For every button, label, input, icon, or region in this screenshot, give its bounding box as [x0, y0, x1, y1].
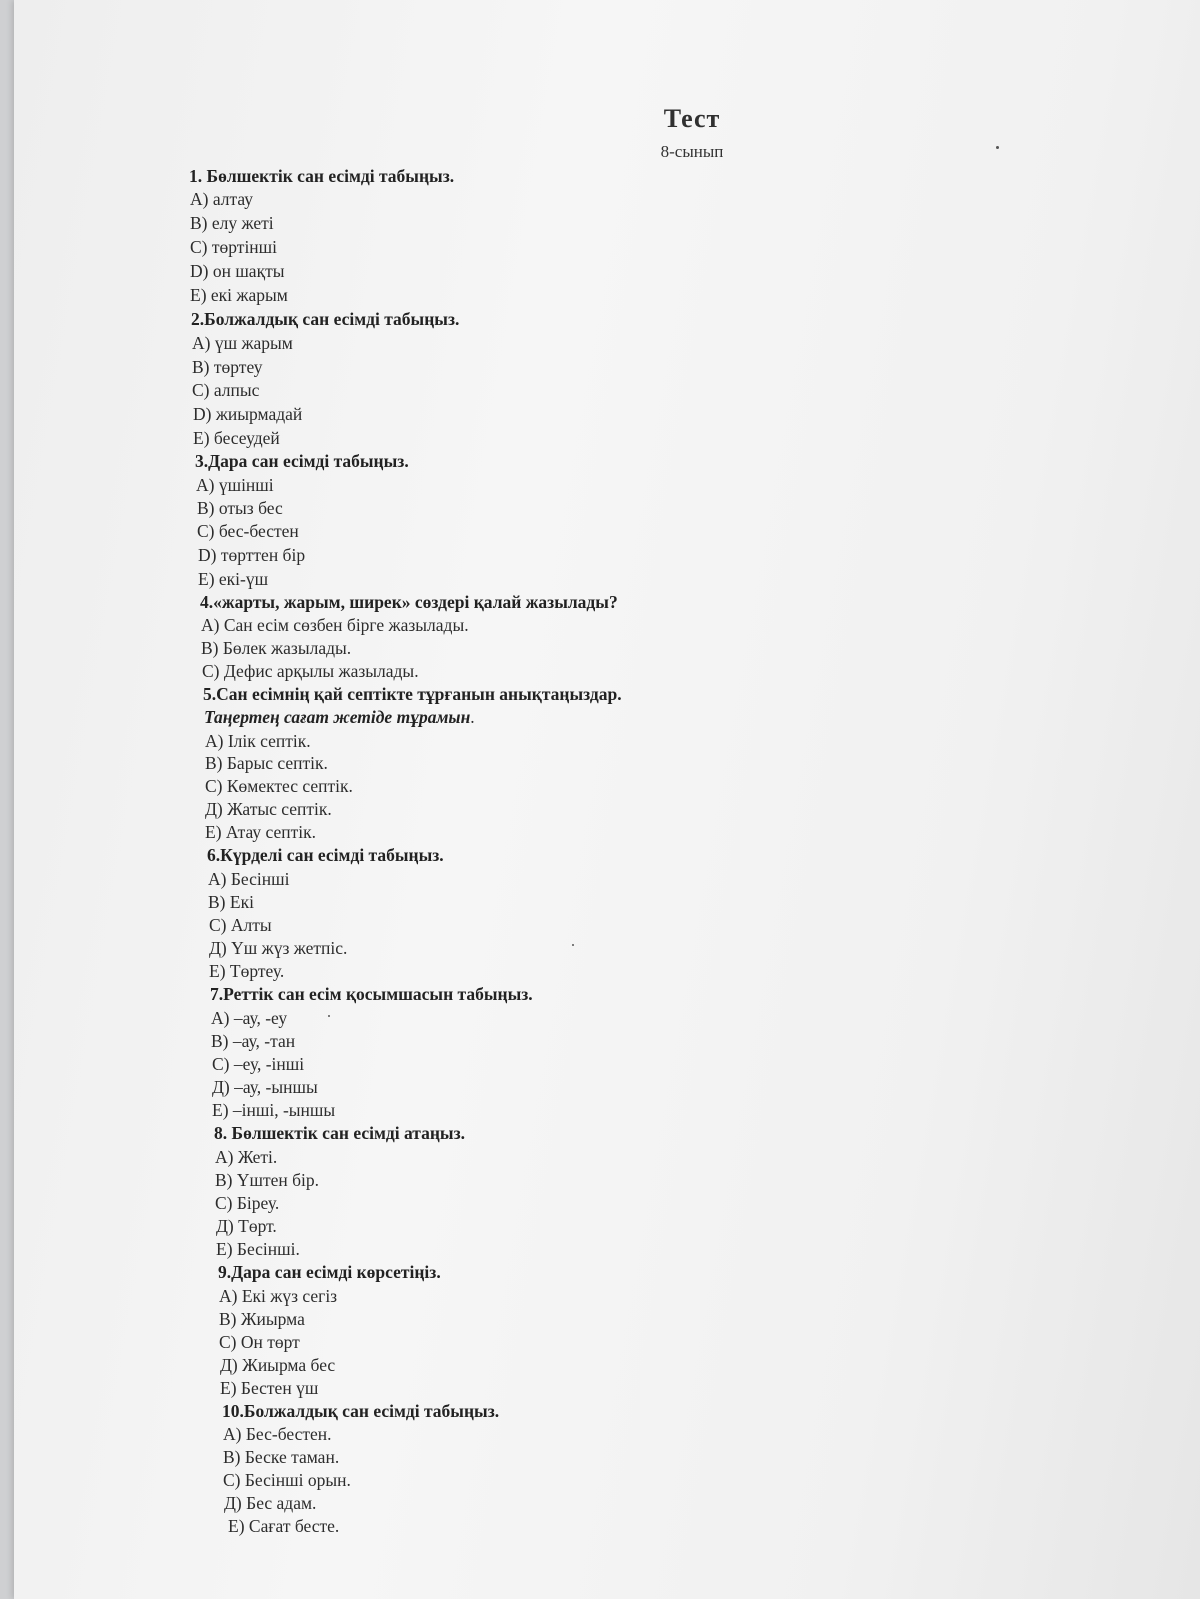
question-9-option-d: Д) Жиырма бес [220, 1355, 336, 1375]
question-6-option-b: B) Екі [208, 892, 254, 912]
question-4-option-a: A) Сан есім сөзбен бірге жазылады. [201, 615, 469, 635]
question-8-option-b: B) Үштен бір. [215, 1170, 320, 1190]
question-7: 7.Реттік сан есім қосымшасын табыңыз. [210, 984, 533, 1004]
question-2: 2.Болжалдық сан есімді табыңыз. [191, 309, 460, 329]
question-6: 6.Күрделі сан есімді табыңыз. [207, 845, 444, 865]
question-8-option-e: E) Бесінші. [216, 1239, 300, 1259]
question-6-option-c: C) Алты [209, 915, 272, 935]
question-8-option-a: A) Жеті. [215, 1147, 278, 1167]
question-6-option-a: A) Бесінші [208, 869, 290, 889]
question-7-option-e: E) –інші, -ыншы [212, 1100, 336, 1120]
question-3-option-b: B) отыз бес [197, 498, 283, 518]
question-9-option-c: C) Он төрт [219, 1332, 300, 1352]
question-1-option-e: E) екі жарым [190, 285, 288, 305]
question-10-option-d: Д) Бес адам. [224, 1493, 317, 1513]
question-5-example-text: Таңертең сағат жетіде тұрамын [204, 707, 471, 727]
question-9-option-a: A) Екі жүз сегіз [219, 1286, 338, 1306]
question-8-option-c: C) Біреу. [215, 1193, 280, 1213]
question-8-option-d: Д) Төрт. [216, 1216, 277, 1236]
question-2-option-a: A) үш жарым [192, 333, 293, 353]
question-4: 4.«жарты, жарым, ширек» сөздері қалай жазылады? [200, 592, 618, 612]
question-7-option-c: C) –еу, -інші [212, 1054, 305, 1074]
ink-speck [572, 944, 574, 946]
question-4-option-c: C) Дефис арқылы жазылады. [202, 661, 419, 681]
question-3-option-e: E) екі-үш [198, 569, 269, 589]
question-2-option-c: C) алпыс [192, 380, 260, 400]
question-3-option-d: D) төрттен бір [198, 545, 306, 565]
question-2-option-e: E) бесеудей [193, 428, 280, 448]
question-8: 8. Бөлшектік сан есімді атаңыз. [214, 1123, 465, 1143]
question-9-option-b: B) Жиырма [219, 1309, 305, 1329]
question-10: 10.Болжалдық сан есімді табыңыз. [222, 1401, 500, 1421]
ink-speck [996, 146, 999, 149]
question-5-example-period: . [470, 707, 475, 727]
question-10-option-a: A) Бес-бестен. [223, 1424, 332, 1444]
question-5-option-e: E) Атау септік. [205, 822, 317, 842]
question-5-option-d: Д) Жатыс септік. [205, 799, 332, 819]
question-6-option-d: Д) Үш жүз жетпіс. [209, 938, 348, 958]
question-10-option-b: B) Беске таман. [223, 1447, 340, 1467]
question-5-option-a: A) Ілік септік. [205, 731, 311, 751]
question-1-option-d: D) он шақты [190, 261, 285, 281]
question-9-option-e: E) Бестен үш [220, 1378, 319, 1398]
question-5-option-b: B) Барыс септік. [205, 753, 328, 773]
question-2-option-b: B) төртеу [192, 357, 263, 377]
question-10-option-c: C) Бесінші орын. [223, 1470, 351, 1490]
question-1-option-b: B) елу жеті [190, 213, 274, 233]
question-10-option-e: E) Сағат бесте. [228, 1516, 340, 1536]
question-7-option-b: B) –ау, -тан [211, 1031, 296, 1051]
question-1-option-c: C) төртінші [190, 237, 278, 257]
page-title: Тест [663, 104, 721, 133]
question-5-example [204, 706, 475, 728]
question-5-option-c: C) Көмектес септік. [205, 776, 353, 796]
question-3-option-a: A) үшінші [196, 475, 274, 495]
question-3: 3.Дара сан есімді табыңыз. [195, 451, 409, 471]
ink-speck [328, 1015, 330, 1017]
question-1-option-a: A) алтау [190, 189, 253, 209]
question-1: 1. Бөлшектік сан есімді табыңыз. [189, 166, 455, 186]
question-4-option-b: B) Бөлек жазылады. [201, 638, 352, 658]
question-9: 9.Дара сан есімді көрсетіңіз. [218, 1262, 441, 1282]
grade-label: 8-сынып [660, 142, 724, 161]
question-6-option-e: E) Төртеу. [209, 961, 285, 981]
question-2-option-d: D) жиырмадай [193, 404, 303, 424]
test-page [14, 0, 1200, 1599]
question-5: 5.Сан есімнің қай септікте тұрғанын анықтаңыздар. [203, 684, 622, 704]
question-3-option-c: C) бес-бестен [197, 521, 299, 541]
question-7-option-a: A) –ау, -еу [211, 1008, 288, 1028]
question-7-option-d: Д) –ау, -ыншы [212, 1077, 318, 1097]
